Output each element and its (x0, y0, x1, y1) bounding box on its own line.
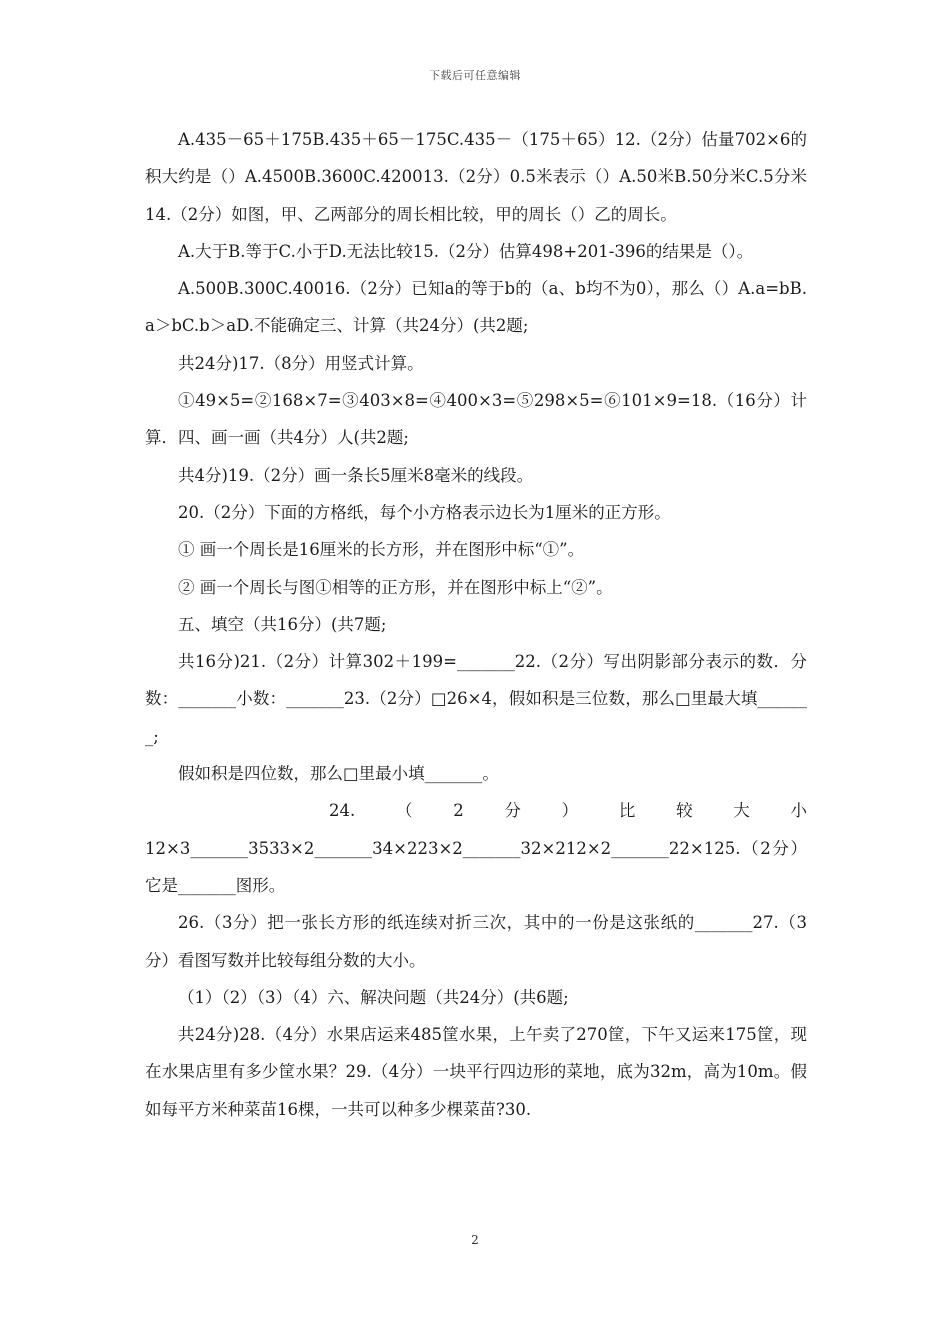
paragraph-q26-27: 26.（3分）把一张长方形的纸连续对折三次，其中的一份是这张纸的_______27.（3分）看图写数并比较每组分数的大小。 (145, 913, 807, 970)
paragraph-q20: 20.（2分）下面的方格纸，每个小方格表示边长为1厘米的正方形。 (178, 502, 671, 522)
q24-token: 比 (618, 801, 636, 821)
paragraph-q20-item2: ② 画一个周长与图①相等的正方形，并在图形中标上“②”。 (178, 577, 613, 597)
paragraph-q23-cont: 假如积是四位数，那么□里最小填_______。 (178, 764, 499, 784)
paragraph-q28-30: 共24分)28.（4分）水果店运来485筐水果，上午卖了270筐，下午又运来175筐，现在水果店里有多少筐水果？29.（4分）一块平行四边形的菜地，底为32m，高为10m。假如每平方米种菜苗16棵，一共可以种多少棵菜苗?30. (145, 1025, 807, 1119)
paragraph-q15-16: A.500B.300C.40016.（2分）已知a的等于b的（a、b均不为0），那么（）A.a=bB.a＞bC.b＞aD.不能确定三、计算（共24分）(共2题; (145, 279, 807, 336)
q24-token: 较 (676, 801, 693, 821)
page-number: 2 (471, 1233, 479, 1247)
paragraph-section6: （1）（2）（3）（4）六、解决问题（共24分）(共6题; (178, 987, 569, 1007)
q24-token: 大 (733, 801, 750, 821)
page-header: 下载后可任意编辑 (429, 69, 521, 82)
paragraph-q19: 共4分)19.（2分）画一条长5厘米8毫米的线段。 (178, 465, 534, 485)
paragraph-section5: 五、填空（共16分）(共7题; (178, 614, 387, 634)
q24-token: （ (395, 801, 413, 821)
paragraph-q24-25: 12×3_______3533×2_______34×223×2_______32×212×2_______22×125.（2分）它是_______图形。 (145, 838, 807, 895)
paragraph-q11-14: A.435－65＋175B.435＋65－175C.435－（175＋65）12.（2分）估量702×6的积大约是（）A.4500B.3600C.420013.（2分）0.5米表示（）A.50米B.50分米C.5分米14.（2分）如图，甲、乙两部分的周长相比较，甲的周长（）乙的周长。 (145, 130, 807, 224)
paragraph-q17-18: ①49×5=②168×7=③403×8=④400×3=⑤298×5=⑥101×9=18.（16分）计算．四、画一画（共4分）人(共2题; (145, 391, 807, 448)
paragraph-q14-15: A.大于B.等于C.小于D.无法比较15.（2分）估算498+201-396的结果是（）。 (178, 241, 754, 261)
q24-token: 2 (453, 801, 464, 821)
q24-token: 24. (329, 801, 356, 821)
paragraph-q24-spread (145, 792, 807, 829)
q24-token: 小 (790, 801, 807, 821)
paragraph-q20-item1: ① 画一个周长是16厘米的长方形，并在图形中标“①”。 (178, 540, 585, 560)
document-body (145, 121, 807, 1128)
paragraph-q17: 共24分)17.（8分）用竖式计算。 (178, 353, 424, 373)
paragraph-q21-23: 共16分)21.（2分）计算302＋199=_______22.（2分）写出阴影部分表示的数．分数：_______小数：_______23.（2分）□26×4，假如积是三位数，那么□里最大填_______; (145, 652, 807, 746)
q24-token: 分 (504, 801, 521, 821)
q24-token: ） (561, 801, 579, 821)
